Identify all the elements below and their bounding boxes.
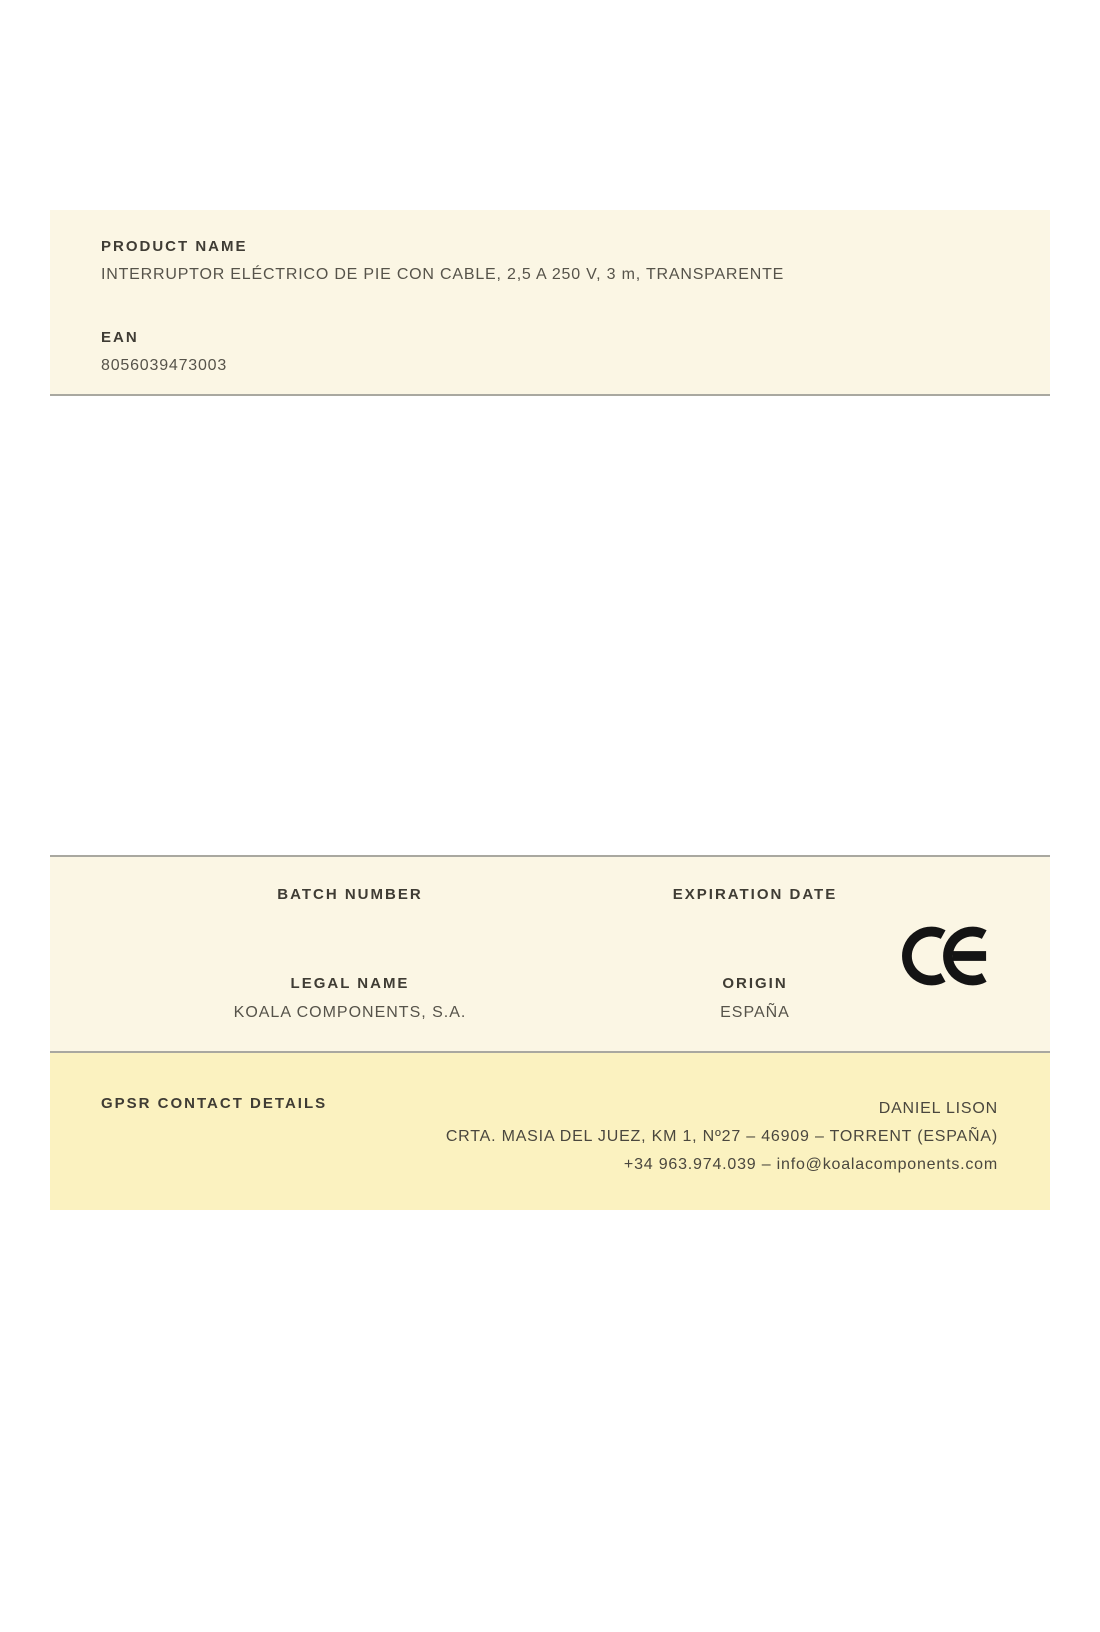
expiration-date-label: EXPIRATION DATE (672, 886, 838, 903)
origin-block (650, 975, 860, 1022)
legal-name-block (50, 975, 650, 1022)
ean-value: 8056039473003 (101, 357, 228, 374)
gpsr-section (50, 1053, 1050, 1210)
gpsr-contact-details (446, 1095, 998, 1179)
batch-left-column (50, 886, 650, 1051)
origin-label: ORIGIN (722, 975, 788, 992)
gpsr-contact-label: GPSR CONTACT DETAILS (101, 1095, 328, 1112)
product-name-label: PRODUCT NAME (101, 238, 248, 255)
product-name-value: INTERRUPTOR ELÉCTRICO DE PIE CON CABLE, 2,5 A 250 V, 3 m, TRANSPARENTE (101, 266, 785, 283)
gpsr-contact-address: CRTA. MASIA DEL JUEZ, KM 1, Nº27 – 46909 – TORRENT (ESPAÑA) (445, 1128, 998, 1145)
product-name-block (101, 238, 999, 284)
product-section (50, 210, 1050, 396)
origin-value: ESPAÑA (720, 1004, 790, 1021)
ce-mark-icon (902, 925, 990, 987)
gpsr-contact-phone-email: +34 963.974.039 – info@koalacomponents.com (623, 1156, 998, 1173)
legal-name-label: LEGAL NAME (290, 975, 410, 992)
batch-number-label: BATCH NUMBER (277, 886, 423, 903)
gpsr-contact-name: DANIEL LISON (878, 1100, 998, 1117)
legal-name-value: KOALA COMPONENTS, S.A. (233, 1004, 467, 1021)
ce-column (860, 886, 1050, 1051)
batch-section (50, 855, 1050, 1053)
ean-block (101, 329, 999, 375)
product-info-sheet (0, 210, 1100, 1210)
batch-right-column (650, 886, 860, 1051)
ean-label: EAN (101, 329, 139, 346)
